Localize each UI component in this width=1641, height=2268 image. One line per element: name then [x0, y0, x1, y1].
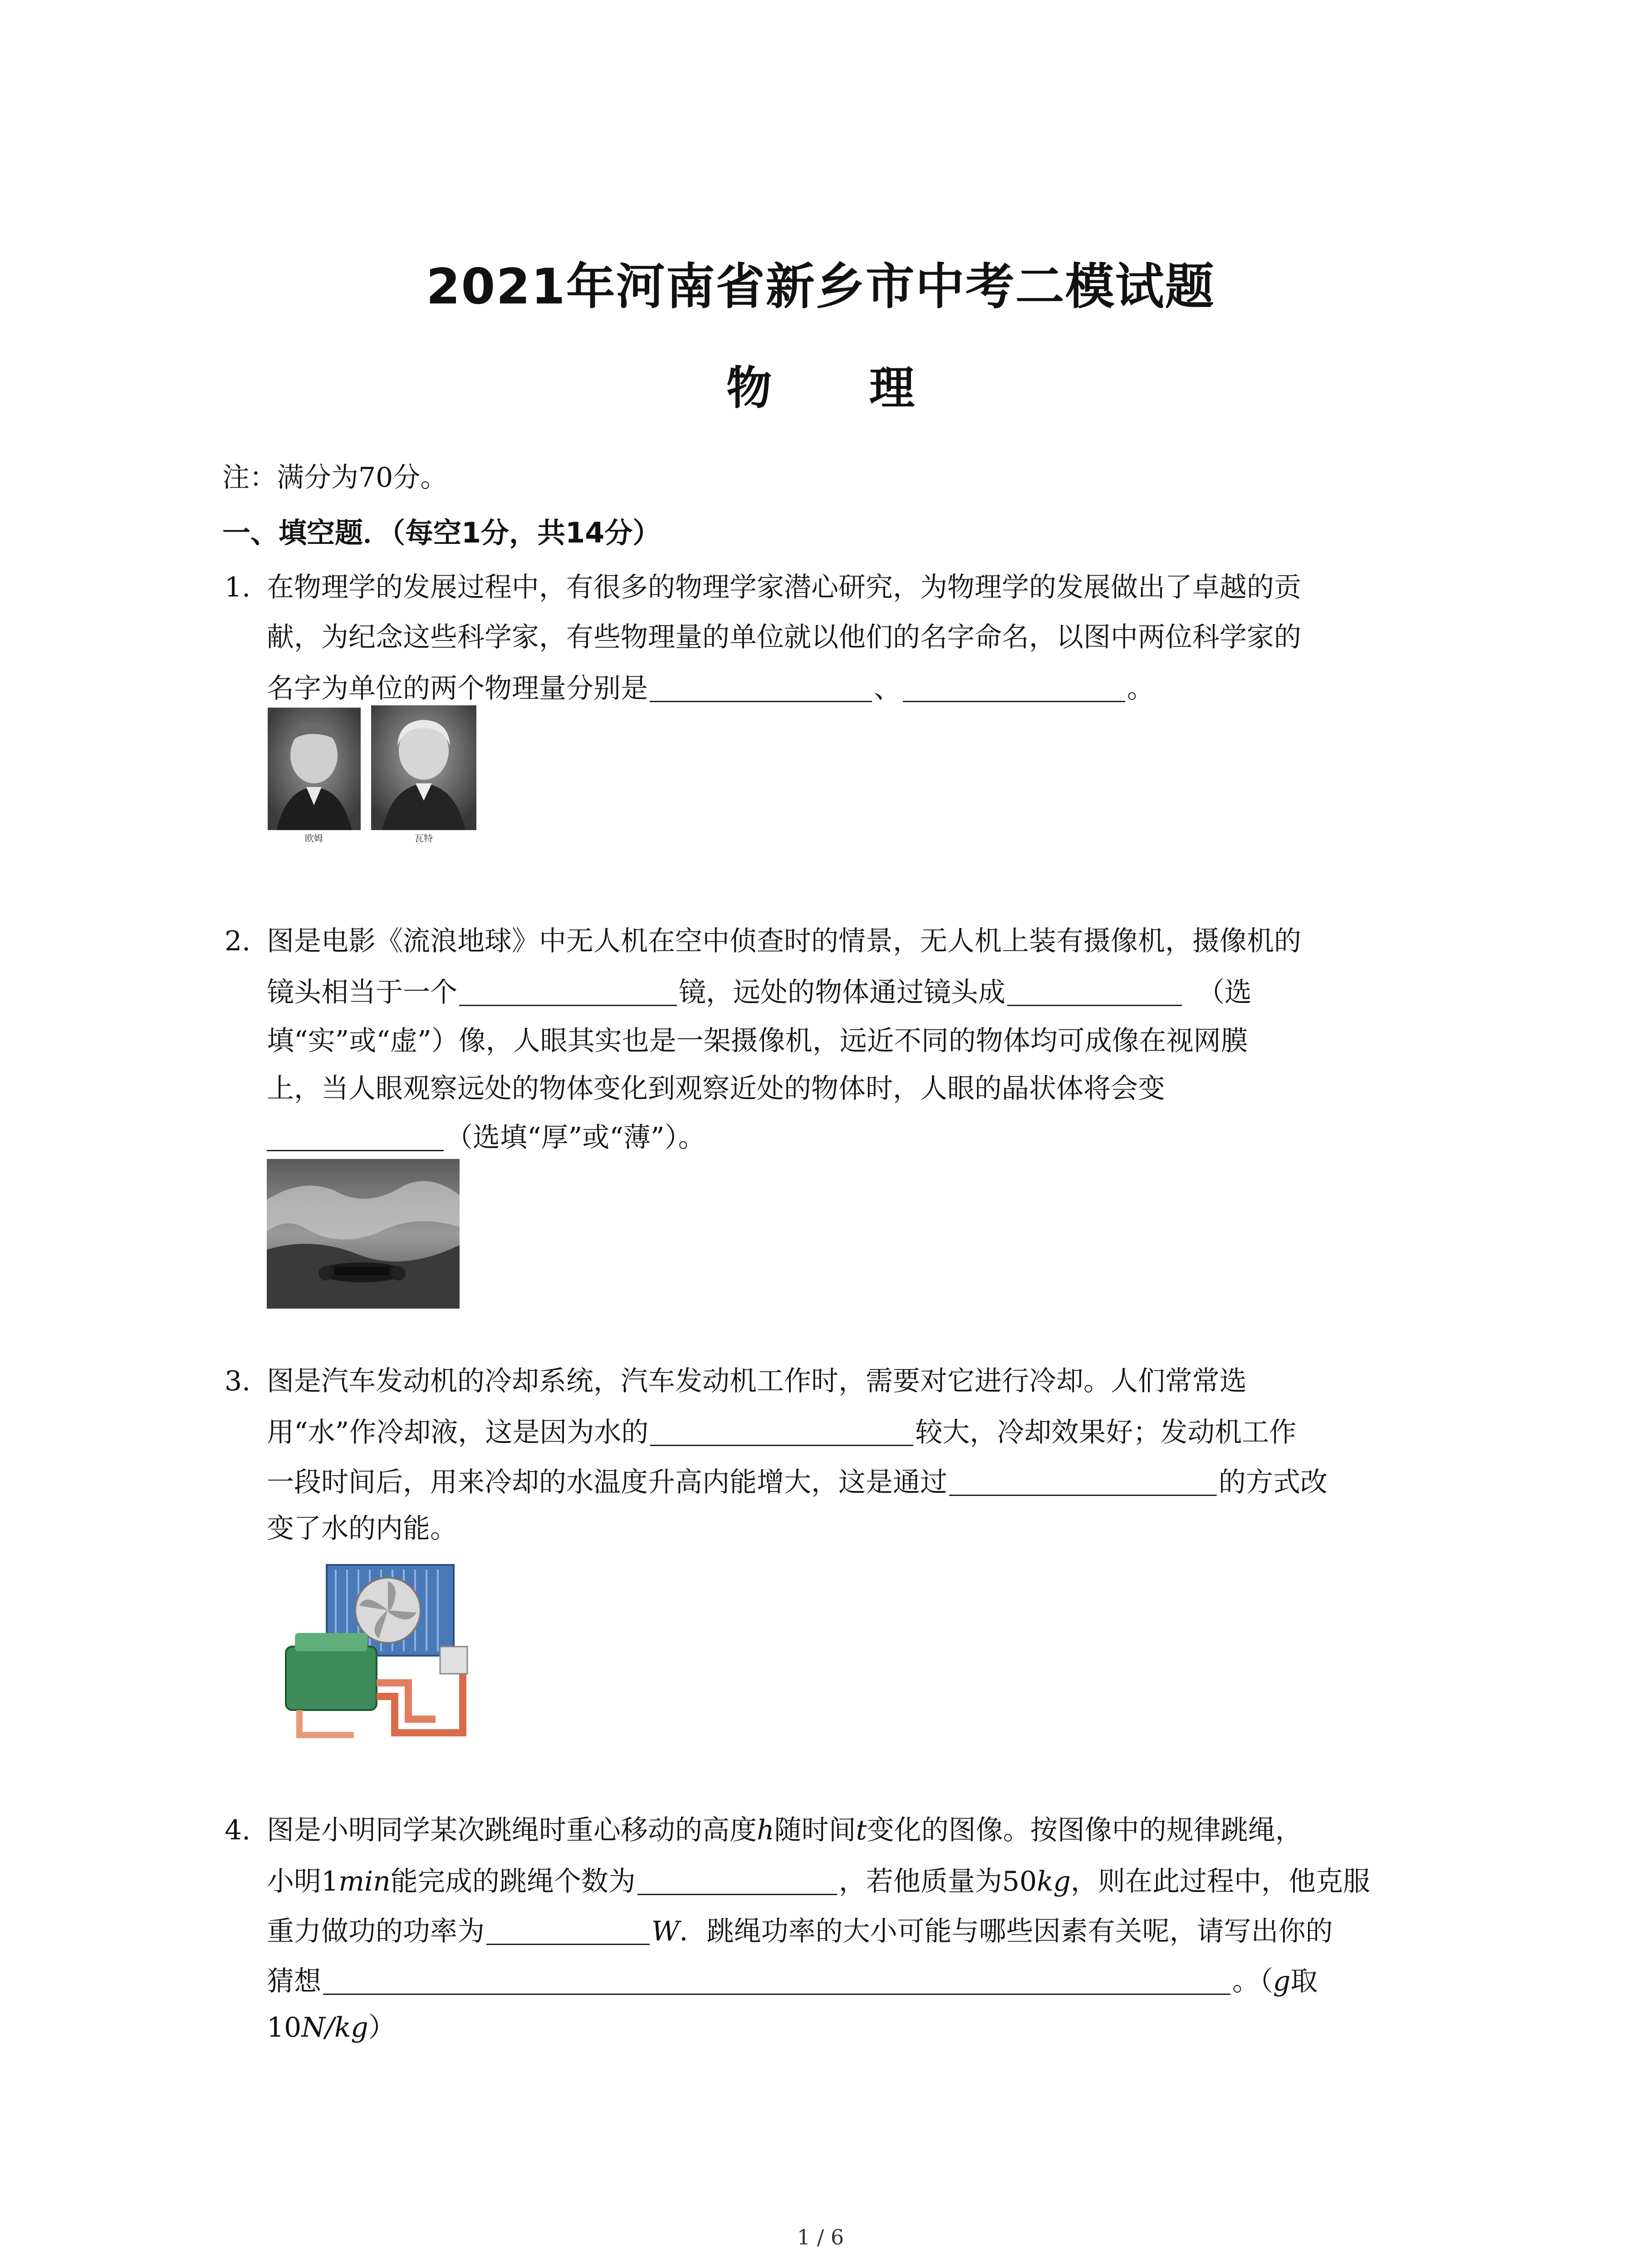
q2-blank-3[interactable] — [267, 1123, 444, 1151]
q2-blank-1[interactable] — [459, 978, 677, 1006]
q4-number: 4. — [225, 1814, 251, 1846]
q1-text-a: 名字为单位的两个物理量分别是 — [267, 673, 648, 704]
q4-blank-2[interactable] — [486, 1916, 650, 1945]
q3-line2 — [267, 1418, 1296, 1446]
q2-text-e: （选填“厚”或“薄”）。 — [446, 1122, 705, 1154]
drone-scene-image — [267, 1159, 460, 1309]
q3-text-c: 一段时间后，用来冷却的水温度升高内能增大，这是通过 — [267, 1466, 947, 1498]
q4-text-g: ，则在此过程中，他克服 — [1071, 1866, 1371, 1897]
q4-text-f: ，若他质量为50 — [838, 1866, 1037, 1897]
q4-blank-3[interactable] — [323, 1966, 1230, 1995]
q3-text-d: 的方式改 — [1219, 1466, 1327, 1498]
q1-line2: 献，为纪念这些科学家，有些物理量的单位就以他们的名字命名，以图中两位科学家的 — [267, 621, 1301, 653]
q4-text-n: ） — [368, 2012, 396, 2043]
q4-unit-kg: kg — [1037, 1866, 1071, 1897]
q3-text-b: 较大，冷却效果好；发动机工作 — [915, 1417, 1297, 1448]
q4-line3 — [267, 1916, 1333, 1945]
q2-line3: 填“实”或“虚”）像，人眼其实也是一架摄像机，远近不同的物体均可成像在视网膜 — [267, 1025, 1248, 1057]
q1-blank-2[interactable] — [903, 674, 1125, 702]
q4-text-h: 重力做功的功率为 — [267, 1916, 485, 1947]
q4-unit-nkg: N/kg — [301, 2012, 368, 2043]
page-title: 2021年河南省新乡市中考二模试题 — [426, 259, 1215, 315]
q4-text-a: 图是小明同学某次跳绳时重心移动的高度 — [267, 1814, 757, 1846]
q4-text-e: 能完成的跳绳个数为 — [390, 1866, 636, 1897]
q4-blank-1[interactable] — [637, 1867, 837, 1895]
q4-text-i: ．跳绳功率的大小可能与哪些因素有关呢，请写出你的 — [679, 1916, 1333, 1947]
q2-line5 — [267, 1122, 705, 1154]
q3-text-a: 用“水”作冷却液，这是因为水的 — [267, 1417, 649, 1448]
q4-var-g: g — [1273, 1965, 1291, 1997]
q4-line2 — [267, 1867, 1370, 1895]
q4-unit-min: min — [338, 1866, 391, 1897]
q4-var-h: h — [757, 1814, 774, 1846]
q3-line3 — [267, 1467, 1327, 1496]
q4-text-l: 取 — [1290, 1965, 1318, 1997]
q4-text-k: 。（ — [1232, 1965, 1273, 1997]
q1-line3 — [267, 674, 1154, 702]
q4-text-m: 10 — [267, 2012, 302, 2043]
engine-cooling-image — [272, 1556, 479, 1746]
q4-text-d: 小明1 — [267, 1866, 339, 1897]
section-heading: 一、填空题．（每空1分，共14分） — [222, 516, 661, 549]
score-note: 注：满分为70分。 — [222, 462, 448, 494]
q2-blank-2[interactable] — [1007, 978, 1182, 1006]
q2-text-c: （选 — [1197, 977, 1252, 1008]
q4-text-b: 随时间 — [774, 1814, 856, 1846]
q3-blank-1[interactable] — [650, 1418, 913, 1446]
q4-line4 — [267, 1966, 1318, 1995]
q4-line1 — [267, 1814, 1303, 1846]
q4-var-t: t — [856, 1814, 867, 1846]
q3-line1: 图是汽车发动机的冷却系统，汽车发动机工作时，需要对它进行冷却。人们常常选 — [267, 1365, 1247, 1397]
q1-text-b: 、 — [874, 673, 901, 704]
q4-text-c: 变化的图像。按图像中的规律跳绳， — [867, 1814, 1303, 1846]
ohm-caption: 欧姆 — [305, 833, 323, 844]
q2-line4: 上，当人眼观察远处的物体变化到观察近处的物体时，人眼的晶状体将会变 — [267, 1073, 1165, 1105]
q1-line1: 在物理学的发展过程中，有很多的物理学家潜心研究，为物理学的发展做出了卓越的贡 — [267, 572, 1301, 603]
watt-caption: 瓦特 — [415, 833, 433, 844]
ohm-portrait — [268, 708, 361, 844]
q2-line1: 图是电影《流浪地球》中无人机在空中侦查时的情景，无人机上装有摄像机，摄像机的 — [267, 925, 1301, 957]
page-number: 1 / 6 — [797, 2225, 844, 2249]
q1-text-c: 。 — [1127, 673, 1154, 704]
subject-title: 物 理 — [726, 362, 955, 415]
q2-number: 2. — [225, 925, 251, 957]
q2-text-a: 镜头相当于一个 — [267, 977, 457, 1008]
q2-line2 — [267, 978, 1252, 1006]
q1-blank-1[interactable] — [650, 674, 872, 702]
q4-text-j: 猜想 — [267, 1965, 321, 1997]
watt-portrait — [371, 705, 476, 844]
q2-text-b: 镜，远处的物体通过镜头成 — [679, 977, 1005, 1008]
q3-blank-2[interactable] — [949, 1467, 1217, 1496]
q3-number: 3. — [225, 1365, 251, 1397]
q1-number: 1. — [225, 572, 251, 603]
q3-line4: 变了水的内能。 — [267, 1513, 457, 1545]
q4-unit-w: W — [652, 1916, 680, 1947]
q4-line5 — [267, 2014, 396, 2041]
